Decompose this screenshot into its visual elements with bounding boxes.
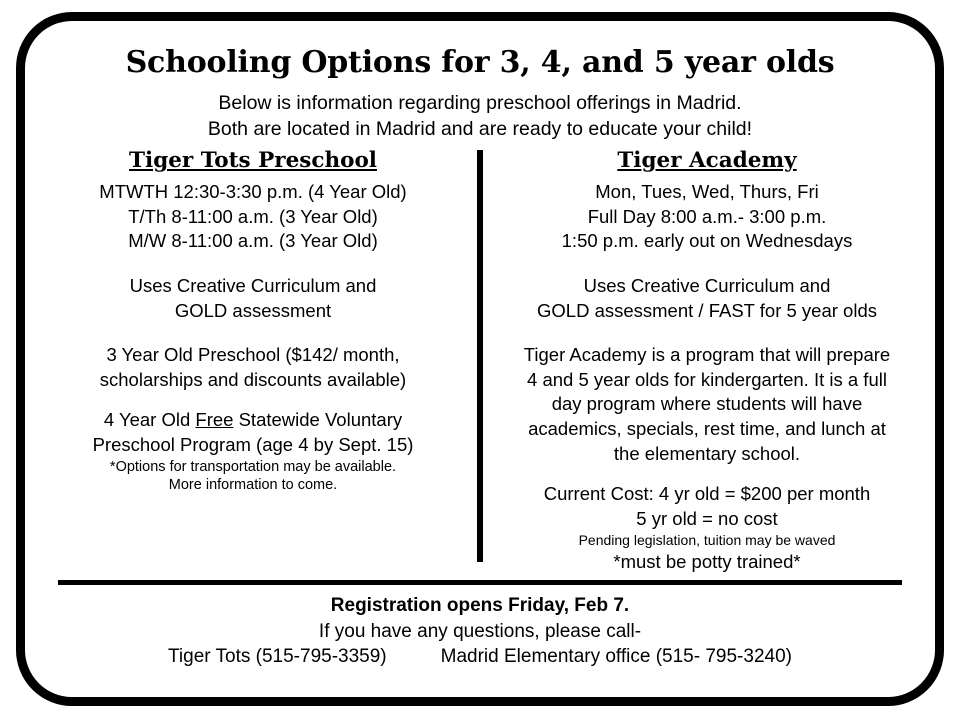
right-pending-note: Pending legislation, tuition may be waved (578, 532, 836, 549)
left-schedule-line-2: T/Th 8-11:00 a.m. (3 Year Old) (128, 205, 378, 227)
page-title: Schooling Options for 3, 4, and 5 year olds (125, 45, 835, 80)
left-program-underlined: Free (195, 409, 234, 431)
footer-block (58, 580, 902, 670)
flyer-content (14, 14, 946, 706)
right-schedule-line-2: Full Day 8:00 a.m.- 3:00 p.m. (587, 205, 827, 227)
left-note-line-2: More information to come. (168, 477, 338, 494)
right-description-line-2: 4 and 5 year olds for kindergarten. It is a full (527, 368, 887, 390)
right-curriculum-line-1: Uses Creative Curriculum and (583, 275, 831, 297)
column-heading-tiger-academy: Tiger Academy (617, 148, 797, 174)
right-schedule-line-1: Mon, Tues, Wed, Thurs, Fri (595, 181, 819, 203)
questions-line: If you have any questions, please call- (318, 620, 642, 642)
left-curriculum-line-2: GOLD assessment (174, 299, 332, 321)
vertical-divider (477, 150, 483, 562)
left-note-line-1: *Options for transportation may be available. (109, 458, 397, 475)
right-spacer-1 (504, 254, 910, 274)
left-spacer-2 (50, 323, 456, 343)
right-description-line-3: day program where students will have (551, 393, 863, 415)
right-spacer-2 (504, 323, 910, 343)
right-curriculum-line-2: GOLD assessment / FAST for 5 year olds (537, 299, 877, 321)
right-potty-note: *must be potty trained* (613, 550, 801, 572)
contact-tiger-tots: Tiger Tots (515-795-3359) (168, 646, 387, 668)
left-schedule-line-3: M/W 8-11:00 a.m. (3 Year Old) (128, 230, 378, 252)
right-schedule-line-3: 1:50 p.m. early out on Wednesdays (561, 230, 853, 252)
left-cost-line-2: scholarships and discounts available) (99, 368, 407, 390)
footer-divider (58, 580, 902, 585)
left-cost-line-1: 3 Year Old Preschool ($142/ month, (106, 344, 400, 366)
columns-container (50, 148, 910, 574)
right-cost-line-1: Current Cost: 4 yr old = $200 per month (543, 483, 871, 505)
left-spacer-3 (50, 392, 456, 408)
column-tiger-academy (480, 148, 910, 574)
left-program-line-2: Preschool Program (age 4 by Sept. 15) (92, 434, 414, 456)
contact-row (58, 644, 902, 670)
column-tiger-tots (50, 148, 480, 574)
contact-madrid-elementary: Madrid Elementary office (515- 795-3240) (440, 646, 792, 668)
left-program-line-1 (50, 408, 456, 433)
right-spacer-3 (504, 466, 910, 482)
left-program-suffix: Statewide Voluntary (233, 409, 403, 431)
left-curriculum-line-1: Uses Creative Curriculum and (129, 275, 377, 297)
right-description-line-5: the elementary school. (613, 442, 801, 464)
left-schedule-line-1: MTWTH 12:30-3:30 p.m. (4 Year Old) (99, 181, 407, 203)
registration-line: Registration opens Friday, Feb 7. (330, 595, 630, 617)
subtitle-block (50, 91, 910, 142)
subtitle-line-2: Both are located in Madrid and are ready to educate your child! (207, 117, 753, 140)
column-heading-tiger-tots: Tiger Tots Preschool (129, 148, 377, 174)
right-cost-line-2: 5 yr old = no cost (636, 507, 778, 529)
right-description-line-1: Tiger Academy is a program that will prepare (523, 344, 891, 366)
right-description-line-4: academics, specials, rest time, and lunch at (528, 418, 886, 440)
left-spacer-1 (50, 254, 456, 274)
left-program-prefix: 4 Year Old (103, 409, 196, 431)
subtitle-line-1: Below is information regarding preschool offerings in Madrid. (218, 92, 742, 114)
